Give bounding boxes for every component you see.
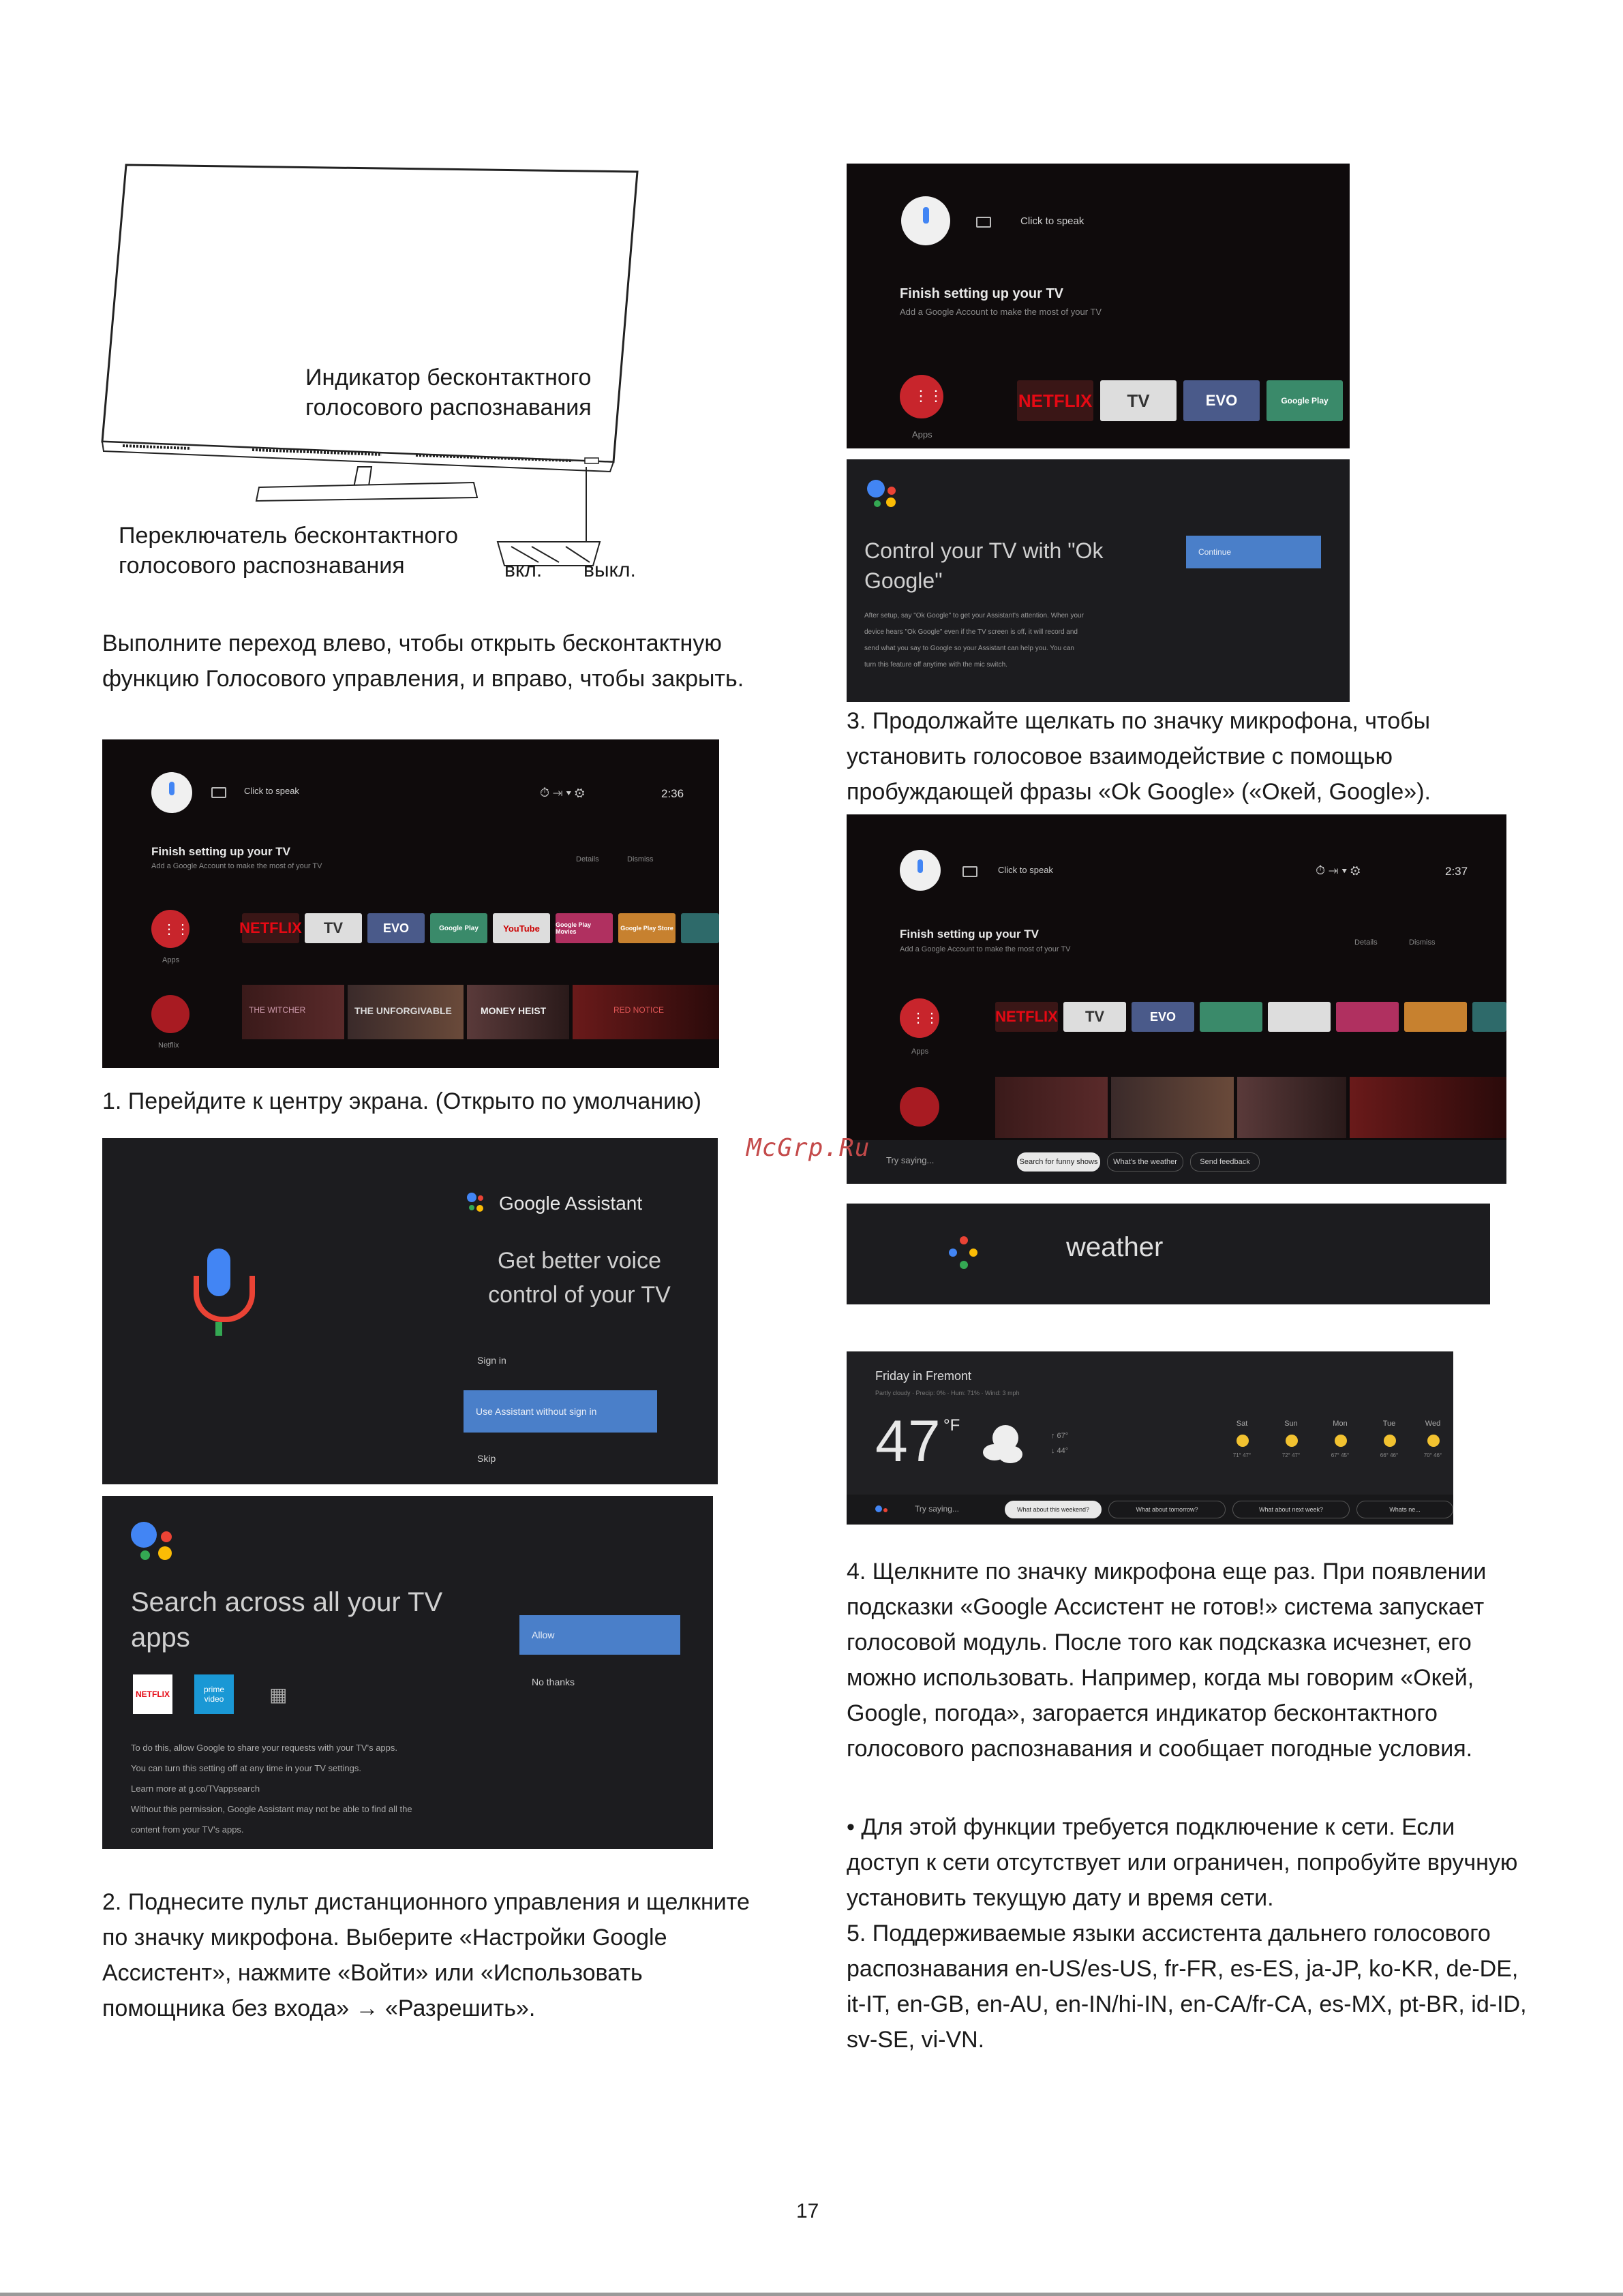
finish-setup-subtitle: Add a Google Account to make the most of your TV (151, 862, 322, 870)
weather-high: ↑ 67° (1051, 1432, 1069, 1440)
assistant-sign-in-screen (102, 1138, 718, 1484)
apps-label: Apps (162, 956, 180, 964)
ok-google-headline: Control your TV with "Ok Google" (864, 538, 1104, 593)
weather-conditions: Partly cloudy · Precip: 0% · Hum: 71% · Wind: 3 mph (875, 1390, 1020, 1396)
click-to-speak: Click to speak (998, 865, 1053, 875)
assistant-brand: Google Assistant (499, 1193, 643, 1214)
details-link[interactable]: Details (576, 855, 599, 863)
google-play-tile[interactable]: Google Play (1266, 380, 1343, 421)
evo-tile[interactable]: EVO (1132, 1002, 1194, 1032)
finish-setup-subtitle: Add a Google Account to make the most of your TV (900, 307, 1102, 317)
suggestion-chip-weather[interactable]: What's the weather (1107, 1152, 1183, 1172)
click-to-speak: Click to speak (1020, 215, 1084, 227)
apps-icon[interactable]: ⋮⋮ (151, 910, 189, 948)
youtube-tile[interactable] (1268, 1002, 1331, 1032)
netflix-tile[interactable]: NETFLIX (242, 913, 299, 943)
home-screen-2 (847, 814, 1506, 1184)
tv-tile[interactable]: TV (305, 913, 362, 943)
assistant-dots-icon (867, 480, 908, 521)
sun-icon (1335, 1435, 1347, 1447)
sun-icon (1286, 1435, 1298, 1447)
assistant-dots-icon (131, 1522, 185, 1576)
poster-red-notice[interactable]: RED NOTICE (573, 985, 719, 1039)
partial-tile[interactable] (1472, 1002, 1506, 1032)
poster-unforgivable[interactable]: THE UNFORGIVABLE (348, 985, 464, 1039)
weather-query-text: weather (1066, 1232, 1164, 1262)
sun-icon (1237, 1435, 1249, 1447)
google-play-tile[interactable]: Google Play (430, 913, 487, 943)
suggestion-chip-next-week[interactable]: What about next week? (1232, 1501, 1350, 1518)
try-saying-label: Try saying... (886, 1155, 935, 1165)
watermark: McGrp.Ru (746, 1134, 870, 1162)
poster-money-heist[interactable] (1237, 1077, 1346, 1138)
netflix-app-icon: NETFLIX (133, 1674, 172, 1714)
step2-caption: 2. Поднесите пульт дистанционного управления и щелкните по значку микрофона. Выберите «Настройки Google Ассистент», нажмите «Войти» или «Использовать помощника без входа» → «Разрешить». (102, 1889, 750, 2021)
ok-google-body: After setup, say "Ok Google" to get your Assistant's attention. When your device hears "Ok Google" even if the TV screen is off, it will record and send what you say to Google so your Assistant can help you. You can turn this feature off anytime with the mic switch. (864, 612, 1084, 669)
suggestion-chip-weekend[interactable]: What about this weekend? (1005, 1501, 1102, 1518)
suggestion-chip-feedback[interactable]: Send feedback (1190, 1152, 1260, 1172)
evo-tile[interactable]: EVO (1183, 380, 1260, 421)
step1-caption: 1. Перейдите к центру экрана. (Открыто по умолчанию) (102, 1088, 701, 1114)
netflix-row-icon[interactable] (151, 995, 189, 1033)
sun-cloud-icon (1384, 1435, 1396, 1447)
forecast-day: Mon (1333, 1420, 1348, 1428)
suggestion-chip-funny-shows[interactable]: Search for funny shows (1017, 1152, 1100, 1172)
details-link[interactable]: Details (1354, 938, 1378, 947)
youtube-tile[interactable]: YouTube (493, 913, 550, 943)
apps-icon[interactable]: ⋮⋮ (900, 998, 939, 1038)
finish-setup-subtitle: Add a Google Account to make the most of your TV (900, 945, 1071, 953)
search-headline: Search across all your TV apps (131, 1587, 443, 1653)
tv-tile[interactable]: TV (1100, 380, 1177, 421)
poster-red-notice[interactable] (1350, 1077, 1506, 1138)
clock: 2:37 (1445, 865, 1468, 878)
continue-button[interactable]: Continue (1186, 536, 1321, 568)
switch-on-label: вкл. (504, 559, 543, 581)
finish-setup-title: Finish setting up your TV (151, 845, 290, 858)
keyboard-icon[interactable] (976, 217, 991, 228)
search-all-apps-screen (102, 1496, 713, 1849)
more-apps-icon: ▦ (269, 1684, 288, 1705)
netflix-row-label: Netflix (158, 1041, 179, 1050)
keyboard-icon[interactable] (211, 787, 226, 798)
try-saying-bar (847, 1495, 1453, 1525)
forecast-day: Sun (1284, 1420, 1298, 1428)
play-movies-tile[interactable]: Google Play Movies (556, 913, 613, 943)
google-play-tile[interactable] (1200, 1002, 1262, 1032)
finish-setup-title: Finish setting up your TV (900, 928, 1039, 940)
indicator-label-line2: голосового распознавания (305, 395, 592, 420)
no-thanks-option[interactable]: No thanks (532, 1677, 575, 1687)
moon-cloud-icon (983, 1425, 1024, 1466)
try-saying-label: Try saying... (915, 1504, 959, 1514)
apps-icon[interactable]: ⋮⋮ (900, 375, 943, 418)
click-to-speak: Click to speak (244, 786, 299, 796)
forecast-row (1225, 1420, 1450, 1481)
apps-label: Apps (912, 429, 932, 440)
prime-video-app-icon: prime video (194, 1674, 234, 1714)
assistant-logo-icon (467, 1193, 494, 1220)
step3-caption: 3. Продолжайте щелкать по значку микрофона, чтобы установить голосовое взаимодействие с помощью пробуждающей фразы «Ok Google» («Окей, Google»). (847, 708, 1431, 805)
mic-button[interactable] (901, 196, 950, 245)
weather-temp: 47 (875, 1409, 941, 1474)
suggestion-chip-partial[interactable]: Whats ne... (1356, 1501, 1453, 1518)
mic-button[interactable] (151, 772, 192, 813)
sign-in-option[interactable]: Sign in (477, 1355, 506, 1366)
poster-unforgivable[interactable] (1111, 1077, 1234, 1138)
google-mic-icon (185, 1249, 260, 1364)
forecast-day: Tue (1382, 1420, 1396, 1428)
forecast-temp: 66° 46° (1380, 1452, 1399, 1458)
keyboard-icon[interactable] (962, 866, 977, 877)
home-screen-1 (102, 739, 719, 1068)
dismiss-link[interactable]: Dismiss (1409, 938, 1436, 947)
step4-caption: 4. Щелкните по значку микрофона еще раз. При появлении подсказки «Google Ассистент не готов!» система запускает голосовой модуль. После того как подсказка исчезнет, его можно использовать. Например, когда мы говорим «Окей, Google, погода», загорается индикатор бесконтактного голосового распознавания и сообщает погодные условия. (847, 1559, 1487, 1762)
evo-tile[interactable]: EVO (367, 913, 425, 943)
network-note: • Для этой функции требуется подключение к сети. Если доступ к сети отсутствует или ограничен, попробуйте вручную установить текущую дату и время сети. (847, 1814, 1518, 1911)
switch-label-line2: голосового распознавания (119, 553, 405, 579)
try-saying-bar (847, 1140, 1506, 1184)
play-store-tile[interactable]: Google Play Store (618, 913, 676, 943)
page-bottom-edge (0, 2293, 1623, 2296)
intro-paragraph: Выполните переход влево, чтобы открыть бесконтактную функцию Голосового управления, и вправо, чтобы закрыть. (102, 630, 744, 692)
forecast-day: Sat (1236, 1420, 1248, 1428)
clock: 2:36 (661, 787, 684, 800)
forecast-temp: 67° 45° (1331, 1452, 1350, 1458)
assistant-headline: Get better voice control of your TV (488, 1248, 671, 1308)
tv-tile[interactable]: TV (1063, 1002, 1126, 1032)
forecast-temp: 72° 47° (1281, 1452, 1301, 1458)
dismiss-link[interactable]: Dismiss (627, 855, 654, 863)
weather-location: Friday in Fremont (875, 1369, 972, 1383)
netflix-tile[interactable]: NETFLIX (1017, 380, 1093, 421)
weather-unit: °F (943, 1416, 960, 1435)
poster-money-heist[interactable]: MONEY HEIST (467, 985, 569, 1039)
netflix-row-icon[interactable] (900, 1087, 939, 1127)
weather-low: ↓ 44° (1051, 1447, 1069, 1455)
ok-google-screen (847, 459, 1350, 702)
tv-diagram (95, 157, 668, 593)
indicator-label-line1: Индикатор бесконтактного (305, 365, 592, 391)
step5-caption: 5. Поддерживаемые языки ассистента дальнего голосового распознавания en-US/es-US, fr-FR, es-ES, ja-JP, ko-KR, de-DE, it-IT, en-GB, en-AU, en-IN/hi-IN, en-CA/fr-CA, es-MX, pt-BR, id-ID, sv-SE, vi-VN. (847, 1920, 1527, 2053)
status-icons: ⏱ ⇥ ▾ ⚙ (540, 786, 585, 799)
netflix-tile[interactable]: NETFLIX (995, 1002, 1058, 1032)
switch-off-label: выкл. (583, 559, 636, 581)
apps-label: Apps (911, 1047, 929, 1056)
mic-icon (917, 859, 923, 873)
home-screen-top-right (847, 164, 1350, 448)
poster-witcher[interactable] (995, 1077, 1108, 1138)
weather-card (847, 1351, 1453, 1525)
sun-icon (1427, 1435, 1440, 1447)
forecast-temp: 71° 47° (1232, 1452, 1252, 1458)
play-movies-tile[interactable] (1336, 1002, 1399, 1032)
forecast-temp: 70° 46° (1423, 1452, 1442, 1458)
partial-tile[interactable] (681, 913, 719, 943)
page-number: 17 (796, 2200, 819, 2222)
weather-query-bar (847, 1204, 1490, 1304)
forecast-day: Wed (1425, 1420, 1441, 1428)
mic-icon (923, 207, 929, 224)
suggestion-chip-tomorrow[interactable]: What about tomorrow? (1108, 1501, 1226, 1518)
allow-button[interactable]: Allow (519, 1615, 680, 1655)
use-without-sign-in-button[interactable]: Use Assistant without sign in (464, 1390, 657, 1433)
switch-label-line1: Переключатель бесконтактного (119, 523, 458, 549)
mic-button[interactable] (900, 850, 941, 891)
mic-icon (169, 782, 175, 795)
search-body-text: To do this, allow Google to share your requests with your TV's apps. You can turn this setting off at any time in your TV settings. Learn more at g.co/TVappsearch Without this permission, Google Assistant may not be able to find all the content from your TV's apps. (131, 1743, 412, 1835)
status-icons: ⏱ ⇥ ▾ ⚙ (1316, 863, 1361, 877)
assistant-dots-icon (949, 1236, 983, 1274)
play-store-tile[interactable] (1404, 1002, 1467, 1032)
poster-witcher[interactable]: THE WITCHER (242, 985, 344, 1039)
skip-option[interactable]: Skip (477, 1453, 496, 1464)
finish-setup-title: Finish setting up your TV (900, 286, 1063, 301)
